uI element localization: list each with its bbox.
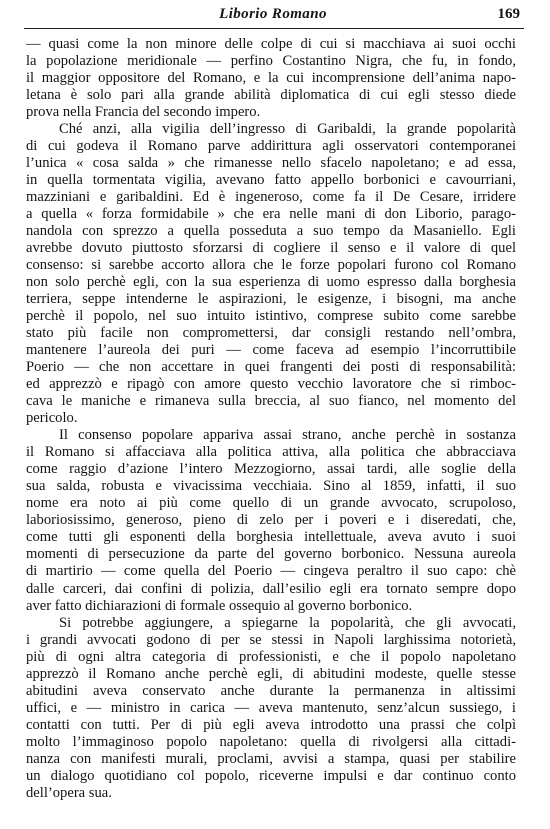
- text-line: mantenere l’aureola dei puri — come faceva ad esempio l’incorruttibile: [26, 342, 516, 359]
- text-line: pericolo.: [26, 410, 78, 427]
- text-line: come tutti gli esponenti della borghesia intellettuale, aveva avuto i suoi: [26, 529, 516, 546]
- paragraph: [26, 427, 516, 614]
- text-line: abitudini aveva conservato anche durante la permanenza in altissimi: [26, 682, 516, 699]
- text-line: Poerio — che non accettare in quei frangenti dei posti di responsabilità:: [26, 359, 516, 376]
- text-line: nandola con sprezzo a quella posseduta a suo tempo da Masaniello. Egli: [26, 223, 516, 240]
- text-line: aver fatto dichiarazioni di formale ossequio al governo borbonico.: [26, 597, 413, 614]
- text-line: avrebbe dovuto piuttosto sforzarsi di cogliere il senso e il valore di quel: [26, 240, 516, 257]
- text-line: in quella tormentata vigilia, avevano fatto appello borbonici e cavourriani,: [26, 172, 516, 189]
- text-line: molto l’immaginoso popolo napoletano: quella di rivolgersi alla cittadi-: [26, 733, 516, 750]
- text-line: prova nella Francia del secondo impero.: [26, 104, 261, 121]
- text-line: dalle carceri, dai confini di polizia, dall’esilio egli era tornato sempre dopo: [26, 580, 516, 597]
- text-line: stato più facile non compromettersi, dar consigli restando nell’ombra,: [26, 325, 516, 342]
- text-line: Si potrebbe aggiungere, a spiegarne la popolarità, che gli avvocati,: [59, 614, 516, 631]
- text-line: Ché anzi, alla vigilia dell’ingresso di Garibaldi, la grande popolarità: [59, 121, 516, 138]
- text-line: un dialogo quotidiano col popolo, riceverne impulsi e dar continuo conto: [26, 767, 516, 784]
- page-number: 169: [497, 6, 520, 22]
- text-line: letana è solo pari alla grande abilità diplomatica di cui egli stesso diede: [26, 87, 516, 104]
- text-line: l’unica « cosa salda » che rimanesse nello sfacelo napoletano; e ad essa,: [26, 155, 516, 172]
- text-line: terriera, seppe intenderne le aspirazioni, le esigenze, i bisogni, ma anche: [26, 291, 516, 308]
- text-line: ed apprezzò e ripagò con amore questo vecchio lavoratore che si rimboc-: [26, 376, 516, 393]
- text-line: di cui godeva il Romano parve addirittura agli osservatori contemporanei: [26, 138, 516, 155]
- text-line: contatti con tutti. Per di più egli aveva introdotto una prassi che colpì: [26, 716, 516, 733]
- text-line: momenti di persecuzione da parte del governo borbonico. Nessuna aureola: [26, 546, 516, 563]
- text-line: nanza con manifesti murali, proclami, avvisi a stampa, quasi per stabilire: [26, 750, 516, 767]
- text-line: uffici, e — ministro in carica — aveva mantenuto, senz’alcun sussiego, i: [26, 699, 516, 716]
- text-line: perchè il popolo, nel suo intuito istintivo, comprese subito come sarebbe: [26, 308, 516, 325]
- paragraph: [26, 36, 516, 121]
- text-line: consenso: si sarebbe accorto allora che le forze popolari furono col Romano: [26, 257, 516, 274]
- text-line: sua salda, robusta e vivacissima vecchiaia. Sino al 1859, infatti, il suo: [26, 478, 516, 495]
- paragraph: [26, 615, 516, 802]
- text-line: più di ogni altra categoria di professionisti, e che il popolo napoletano: [26, 648, 516, 665]
- text-line: mazziniani e garibaldini. Ed è ingeneroso, come fa il De Cesare, irridere: [26, 189, 516, 206]
- text-line: nome era noto ai più come quello di un grande avvocato, scrupoloso,: [26, 495, 516, 512]
- text-line: apprezzò il Romano anche perchè egli, di abitudini modeste, quelle stesse: [26, 665, 516, 682]
- text-line: il Romano si affacciava alla politica attiva, alla politica che abbracciava: [26, 444, 516, 461]
- header-rule: [24, 28, 524, 29]
- running-head: [26, 6, 520, 28]
- text-line: dell’opera sua.: [26, 784, 112, 801]
- running-title: Liborio Romano: [219, 6, 327, 22]
- text-line: come raggio d’azione l’intero Mezzogiorno, assai tardi, alle soglie della: [26, 461, 516, 478]
- text-line: la popolazione meridionale — perfino Costantino Nigra, che fu, in fondo,: [26, 53, 516, 70]
- text-line: a quella « forza formidabile » che era nelle mani di don Liborio, parago-: [26, 206, 516, 223]
- body-text: [26, 36, 516, 802]
- text-line: laboriosissimo, generoso, pieno di zelo per i poveri e i diseredati, che,: [26, 512, 516, 529]
- text-line: non solo perchè egli, con la sua esperienza di uomo espresso dalla borghesia: [26, 274, 516, 291]
- text-line: cava le maniche e rimaneva sulla breccia, al suo fianco, nel momento del: [26, 393, 516, 410]
- text-line: il maggior oppositore del Romano, e la cui incomprensione dell’anima napo-: [26, 70, 516, 87]
- text-line: i grandi avvocati godono di per se stessi in Napoli larghissima notorietà,: [26, 631, 516, 648]
- text-line: di martirio — come quella del Poerio — cingeva peraltro il suo capo: chè: [26, 563, 516, 580]
- text-line: — quasi come la non minore delle colpe di cui si macchiava ai suoi occhi: [26, 36, 516, 52]
- text-line: Il consenso popolare appariva assai strano, anche perchè in sostanza: [59, 427, 516, 444]
- paragraph: [26, 121, 516, 427]
